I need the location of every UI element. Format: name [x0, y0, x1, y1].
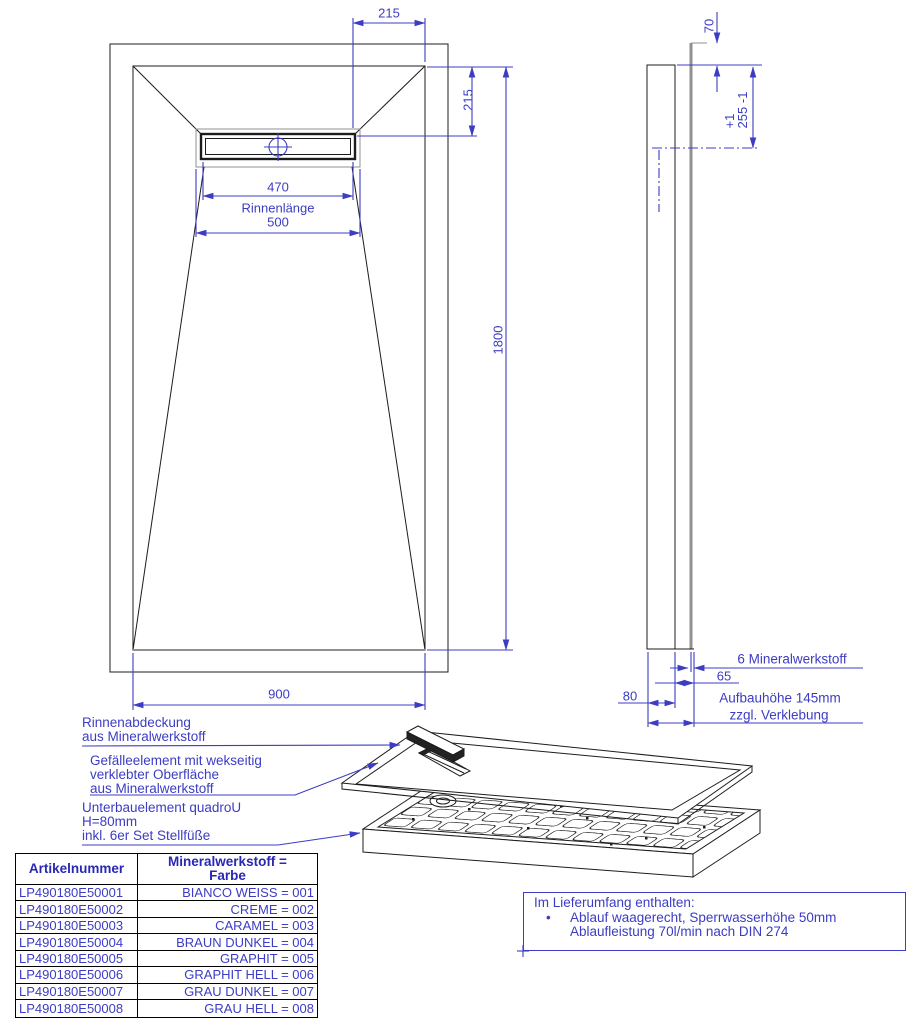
- callout-cover-line1: Rinnenabdeckung: [82, 715, 191, 730]
- drain-crosshair-icon: [264, 133, 292, 161]
- cell-artikelnummer: LP490180E50006: [16, 967, 138, 983]
- delivery-bullet-row: [524, 911, 905, 940]
- cell-artikelnummer: LP490180E50005: [16, 951, 138, 967]
- callout-slope-line1: Gefälleelement mit wekseitig: [90, 753, 262, 768]
- delivery-line1: Ablauf waagerecht, Sperrwasserhöhe 50mm: [570, 909, 837, 925]
- dim-channel-length: 470: [267, 179, 289, 195]
- dim-height: 1800: [490, 325, 506, 355]
- header-mineralwerkstoff: [138, 854, 317, 885]
- cell-farbe: BIANCO WEISS = 001: [138, 885, 317, 901]
- dim-255: 255 -1: [735, 91, 750, 129]
- header-mineral-line1: Mineralwerkstoff =: [168, 853, 287, 869]
- callout-base-line3: inkl. 6er Set Stellfüße: [82, 828, 211, 843]
- callout-base: [82, 801, 241, 843]
- dim-right-offset: 215: [460, 89, 476, 111]
- label-total-height: Aufbauhöhe 145mm: [719, 690, 841, 706]
- channel-label: Rinnenlänge: [241, 200, 315, 216]
- callout-slope-line2: verklebter Oberfläche: [90, 767, 220, 782]
- dim-channel-outer: 500: [267, 214, 289, 230]
- cell-artikelnummer: LP490180E50008: [16, 1000, 138, 1016]
- label-mineral-surface: 6 Mineralwerkstoff: [737, 651, 847, 667]
- dim-element-height: 65: [716, 668, 732, 684]
- callout-slope-line3: aus Mineralwerkstoff: [90, 781, 214, 796]
- cell-artikelnummer: LP490180E50001: [16, 885, 138, 901]
- callout-base-line1: Unterbauelement quadroU: [82, 800, 242, 815]
- tolerance-plus: +1: [722, 113, 737, 129]
- dim-drain-center: [723, 92, 749, 129]
- table-row: [16, 885, 317, 901]
- bullet-icon: •: [546, 909, 551, 925]
- cell-farbe: CREME = 002: [138, 901, 317, 917]
- label-total-height-2: zzgl. Verklebung: [729, 707, 829, 723]
- side-view-linework: [647, 43, 707, 649]
- dim-base-height: 80: [622, 688, 638, 704]
- cell-farbe: CARAMEL = 003: [138, 918, 317, 934]
- callout-cover-line2: aus Mineralwerkstoff: [82, 729, 206, 744]
- table-row: [16, 951, 317, 967]
- table-row: [16, 901, 317, 917]
- callout-base-line2: H=80mm: [82, 814, 138, 829]
- cell-farbe: GRAU DUNKEL = 007: [138, 984, 317, 1000]
- cell-artikelnummer: LP490180E50004: [16, 934, 138, 950]
- dim-top-offset: 215: [378, 5, 400, 21]
- callout-cover: [82, 716, 206, 744]
- table-row: [16, 934, 317, 950]
- dim-width: 900: [268, 686, 290, 702]
- cell-farbe: BRAUN DUNKEL = 004: [138, 934, 317, 950]
- front-view-dimensions: [133, 18, 513, 710]
- table-row: [16, 1000, 317, 1016]
- header-artikelnummer-text: Artikelnummer: [28, 860, 125, 876]
- header-mineral-line2: Farbe: [209, 868, 246, 883]
- cell-artikelnummer: LP490180E50002: [16, 901, 138, 917]
- cell-farbe: GRAPHIT = 005: [138, 951, 317, 967]
- table-row: [16, 918, 317, 934]
- cell-farbe: GRAPHIT HELL = 006: [138, 967, 317, 983]
- delivery-line2: Ablaufleistung 70l/min nach DIN 274: [570, 924, 789, 939]
- article-table-header: [16, 854, 317, 885]
- callout-slope: [90, 754, 262, 796]
- dim-side-top: 70: [701, 18, 717, 34]
- delivery-scope-box: [523, 892, 906, 951]
- header-artikelnummer: [16, 854, 138, 885]
- cell-artikelnummer: LP490180E50007: [16, 984, 138, 1000]
- cell-farbe: GRAU HELL = 008: [204, 1000, 314, 1016]
- article-table: [15, 853, 318, 1018]
- delivery-title: Im Lieferumfang enthalten:: [534, 895, 695, 910]
- cell-artikelnummer: LP490180E50003: [16, 918, 138, 934]
- table-row: [16, 967, 317, 983]
- table-row: [16, 984, 317, 1000]
